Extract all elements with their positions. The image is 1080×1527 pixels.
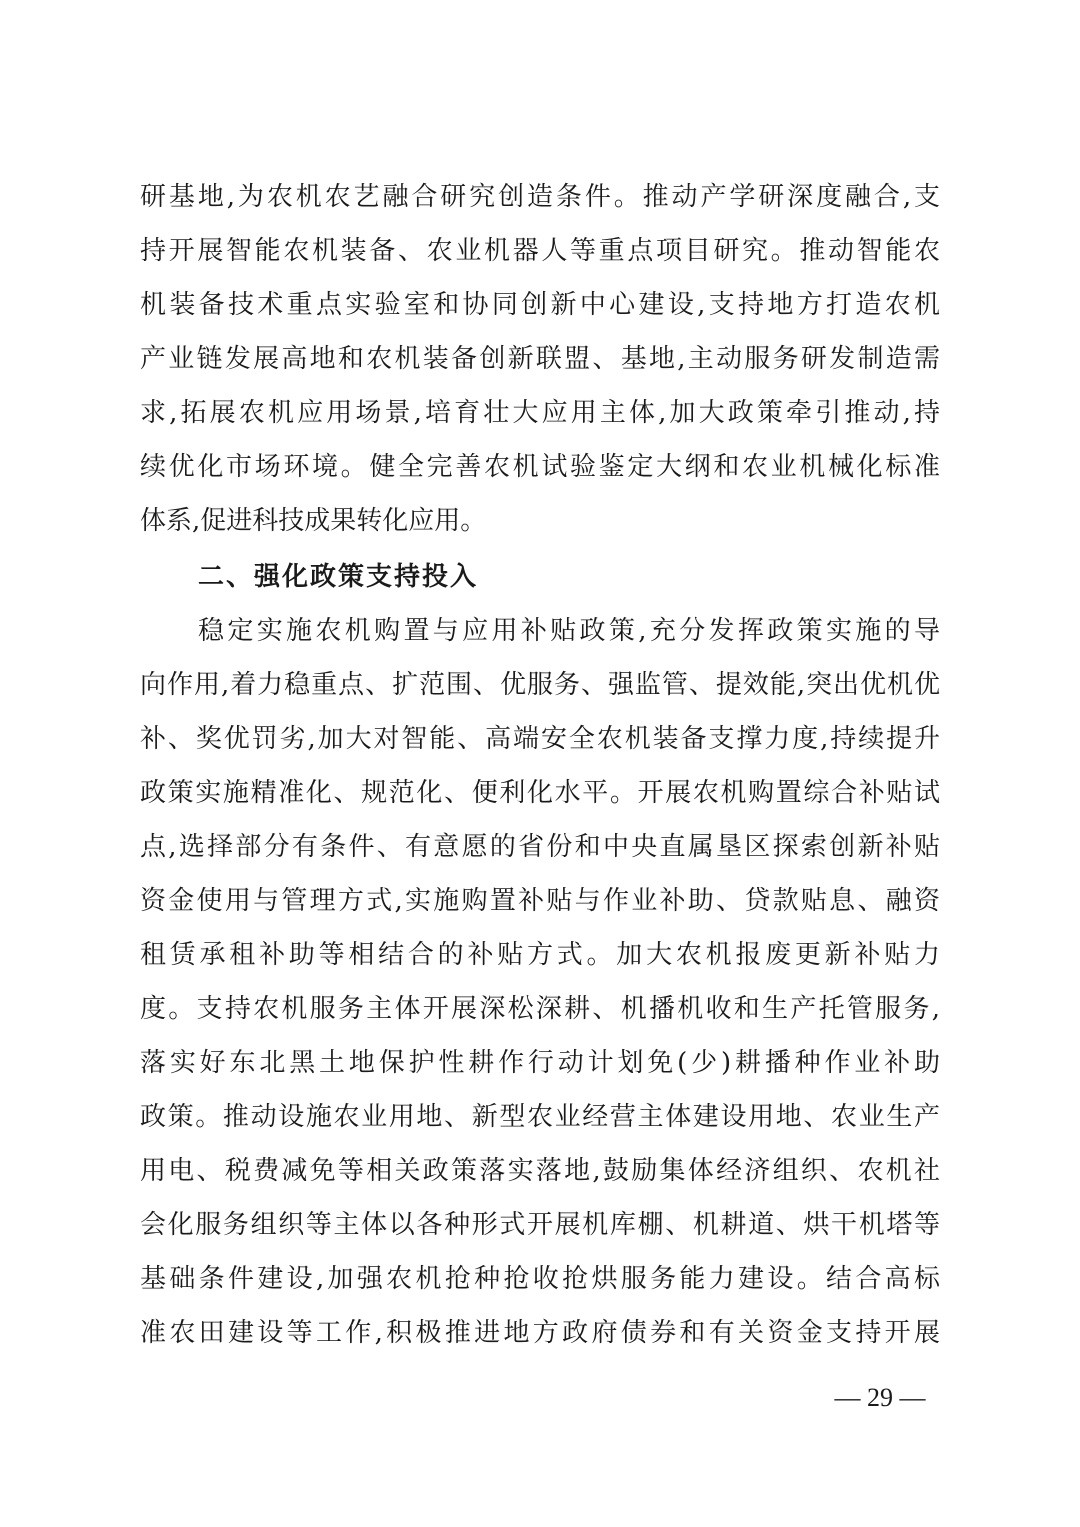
- text-line: 度。支持农机服务主体开展深松深耕、机播机收和生产托管服务,: [140, 994, 940, 1024]
- paragraph-policy-support: [140, 604, 940, 1360]
- paragraph-research-support: [140, 170, 940, 548]
- text-line: 体系,促进科技成果转化应用。: [140, 506, 487, 536]
- text-line: 政策实施精准化、规范化、便利化水平。开展农机购置综合补贴试: [140, 778, 940, 808]
- text-line: 用电、税费减免等相关政策落实落地,鼓励集体经济组织、农机社: [140, 1156, 940, 1186]
- text-line: 基础条件建设,加强农机抢种抢收抢烘服务能力建设。结合高标: [140, 1264, 940, 1294]
- text-line: 资金使用与管理方式,实施购置补贴与作业补助、贷款贴息、融资: [140, 886, 940, 916]
- text-line: 稳定实施农机购置与应用补贴政策,充分发挥政策实施的导: [198, 616, 940, 646]
- section-heading: 二、强化政策支持投入: [198, 562, 479, 592]
- text-line: 落实好东北黑土地保护性耕作行动计划免(少)耕播种作业补助: [140, 1048, 940, 1078]
- text-line: 产业链发展高地和农机装备创新联盟、基地,主动服务研发制造需: [140, 344, 940, 374]
- text-line: 机装备技术重点实验室和协同创新中心建设,支持地方打造农机: [140, 290, 940, 320]
- text-line: 准农田建设等工作,积极推进地方政府债券和有关资金支持开展: [140, 1318, 940, 1348]
- text-line: 点,选择部分有条件、有意愿的省份和中央直属垦区探索创新补贴: [140, 832, 940, 862]
- text-line: 研基地,为农机农艺融合研究创造条件。推动产学研深度融合,支: [140, 182, 940, 212]
- text-line: 向作用,着力稳重点、扩范围、优服务、强监管、提效能,突出优机优: [140, 670, 940, 700]
- text-line: 续优化市场环境。健全完善农机试验鉴定大纲和农业机械化标准: [140, 452, 940, 482]
- page-number: — 29 —: [834, 1383, 926, 1412]
- text-line: 会化服务组织等主体以各种形式开展机库棚、机耕道、烘干机塔等: [140, 1210, 940, 1240]
- text-line: 持开展智能农机装备、农业机器人等重点项目研究。推动智能农: [140, 236, 940, 266]
- text-line: 求,拓展农机应用场景,培育壮大应用主体,加大政策牵引推动,持: [140, 398, 940, 428]
- text-line: 补、奖优罚劣,加大对智能、高端安全农机装备支撑力度,持续提升: [140, 724, 940, 754]
- text-line: 租赁承租补助等相结合的补贴方式。加大农机报废更新补贴力: [140, 940, 940, 970]
- text-line: 政策。推动设施农业用地、新型农业经营主体建设用地、农业生产: [140, 1102, 940, 1132]
